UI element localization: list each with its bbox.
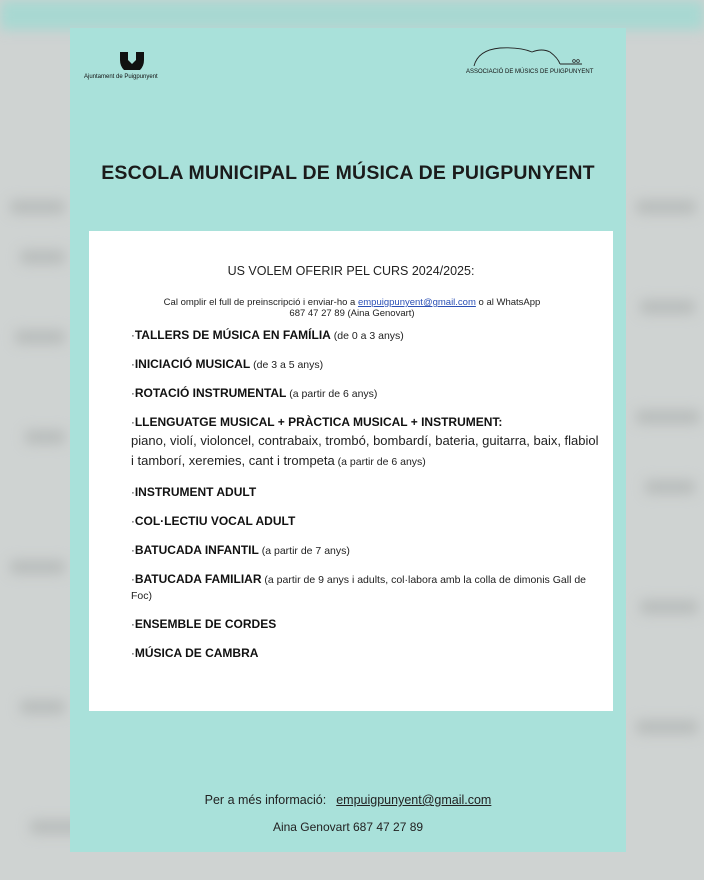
violin-logo-icon (470, 44, 590, 68)
intro-whatsapp-contact: 687 47 27 89 (Aina Genovart) (289, 308, 415, 319)
info-email-link[interactable]: empuigpunyent@gmail.com (336, 793, 492, 807)
list-item: ·ENSEMBLE DE CORDES (131, 617, 277, 631)
course-name: ENSEMBLE DE CORDES (134, 617, 277, 631)
course-details: (a partir de 6 anys) (334, 456, 426, 468)
instrument-names: piano, violí, violoncel, contrabaix, trombó, bombardí, bateria, guitarra, baix, flabiol i tamborí, xeremies, cant i trompeta (131, 433, 599, 468)
course-name: BATUCADA INFANTIL (134, 543, 259, 557)
course-name: INSTRUMENT ADULT (134, 485, 257, 499)
instrument-list (131, 431, 601, 472)
list-item: ·ROTACIÓ INSTRUMENTAL (a partir de 6 anys) (131, 386, 378, 400)
course-name: MÚSICA DE CAMBRA (134, 646, 259, 660)
list-item: ·BATUCADA FAMILIAR (a partir de 9 anys i adults, col·labora amb la colla de dimonis Gall de Foc) (131, 572, 586, 602)
ajuntament-logo (84, 50, 194, 80)
course-details: (a partir de 9 anys i adults, col·labora amb la colla de dimonis Gall de Foc) (131, 574, 586, 602)
poster (70, 28, 626, 852)
info-line (70, 793, 626, 807)
course-name: BATUCADA FAMILIAR (134, 572, 262, 586)
intro-text (99, 297, 605, 319)
list-item: ·LLENGUATGE MUSICAL + PRÀCTICA MUSICAL + INSTRUMENT: piano, violí, violoncel, contrabaix, trombó, bombardí, bateria, guitarra, baix, flabiol i tamborí, xeremies, cant i trompeta (a partir de 6 anys) (131, 414, 601, 472)
list-item: ·BATUCADA INFANTIL (a partir de 7 anys) (131, 543, 350, 557)
list-item: ·INSTRUMENT ADULT (131, 485, 257, 499)
course-details: (de 0 a 3 anys) (330, 330, 404, 342)
ajuntament-logo-text: Ajuntament de Puigpunyent (84, 74, 158, 80)
card-subtitle: US VOLEM OFERIR PEL CURS 2024/2025: (227, 264, 475, 278)
list-item: ·TALLERS DE MÚSICA EN FAMÍLIA (de 0 a 3 anys) (131, 328, 404, 342)
course-card (89, 231, 613, 711)
page-title: ESCOLA MUNICIPAL DE MÚSICA DE PUIGPUNYENT (101, 162, 595, 184)
course-name: INICIACIÓ MUSICAL (134, 357, 251, 371)
course-name: TALLERS DE MÚSICA EN FAMÍLIA (134, 328, 331, 342)
course-details: (a partir de 7 anys) (258, 545, 350, 557)
contact-line: Aina Genovart 687 47 27 89 (272, 820, 424, 834)
course-name: LLENGUATGE MUSICAL + PRÀCTICA MUSICAL + INSTRUMENT: (134, 415, 503, 429)
intro-text-before: Cal omplir el full de preinscripció i enviar-ho a (163, 297, 358, 308)
ajuntament-logo-icon (118, 50, 146, 72)
course-list (131, 327, 601, 674)
course-details: (de 3 a 5 anys) (250, 359, 324, 371)
intro-email-link[interactable]: empuigpunyent@gmail.com (357, 297, 476, 308)
list-item: ·COL·LECTIU VOCAL ADULT (131, 514, 296, 528)
course-details: (a partir de 6 anys) (286, 388, 378, 400)
intro-text-after: o al WhatsApp (475, 297, 541, 308)
list-item: ·MÚSICA DE CAMBRA (131, 646, 259, 660)
course-name: ROTACIÓ INSTRUMENTAL (134, 386, 287, 400)
associacio-logo-text: ASSOCIACIÓ DE MÚSICS DE PUIGPUNYENT (466, 69, 594, 75)
info-label: Per a més informació: (204, 793, 327, 807)
course-name: COL·LECTIU VOCAL ADULT (134, 514, 296, 528)
associacio-logo (466, 44, 626, 75)
list-item: ·INICIACIÓ MUSICAL (de 3 a 5 anys) (131, 357, 324, 371)
